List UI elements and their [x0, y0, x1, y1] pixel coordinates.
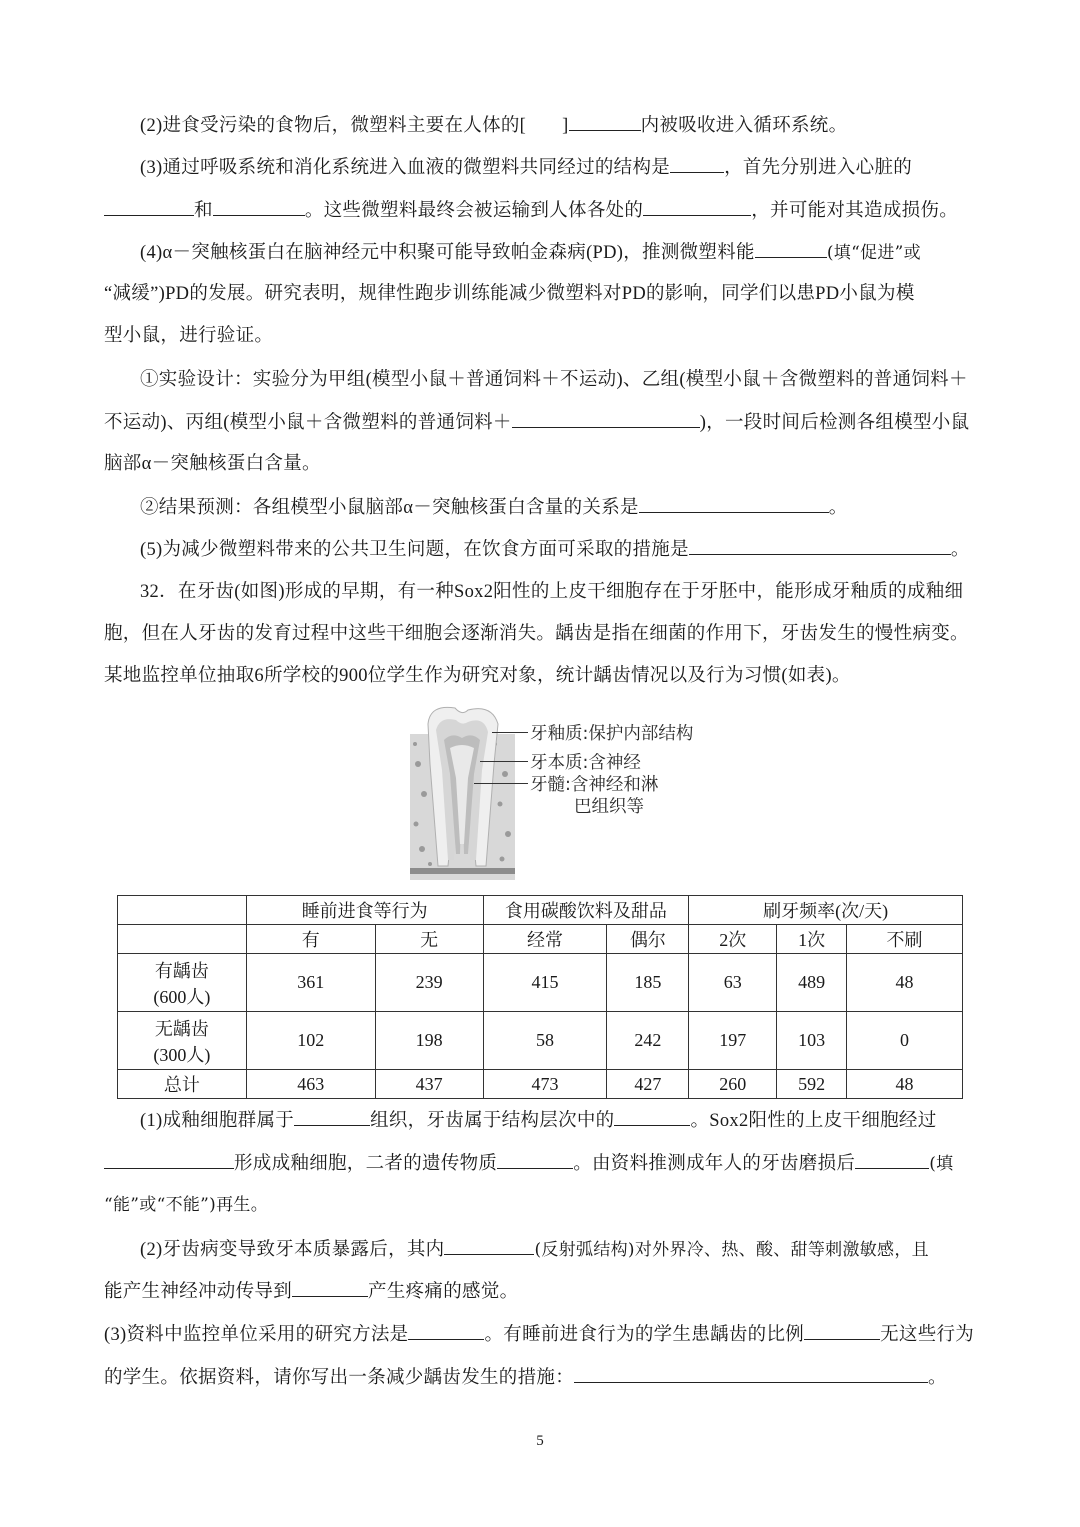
q31-part4-line2: “减缓”)PD的发展。研究表明，规律性跑步训练能减少微塑料对PD的影响，同学们以患PD小鼠为模: [104, 284, 915, 304]
q31-part4-design-line2: 不运动)、丙组(模型小鼠＋含微塑料的普通饲料＋ )，一段时间后检测各组模型小鼠: [104, 409, 978, 436]
table-cell: 58: [483, 1012, 607, 1070]
subheader: 无: [375, 925, 483, 954]
group-header: 刷牙频率(次/天): [689, 896, 963, 925]
table-group-header-row: [118, 896, 963, 925]
table-cell: 103: [777, 1012, 847, 1070]
q32-intro-line3: 某地监控单位抽取6所学校的900位学生作为研究对象，统计龋齿情况以及行为习惯(如表)。: [104, 666, 851, 686]
q32-part3-line2: 的学生。依据资料，请你写出一条减少龋齿发生的措施： 。: [104, 1364, 978, 1391]
row-label: 总计: [118, 1070, 247, 1099]
leader-line: [492, 732, 528, 733]
q31-part4-line3: 型小鼠，进行验证。: [104, 326, 274, 346]
table-cell: 473: [483, 1070, 607, 1099]
answer-blank[interactable]: [670, 154, 724, 173]
subheader: 经常: [483, 925, 607, 954]
q32-part1-line2: 形成成釉细胞，二者的遗传物质 。由资料推测成年人的牙齿磨损后 (填: [104, 1150, 978, 1177]
q32-intro-line1: 32．在牙齿(如图)形成的早期，有一种Sox2阳性的上皮干细胞存在于牙胚中，能形成牙釉质的成釉细: [140, 582, 964, 602]
q31-part4-design-line3: 脑部α－突触核蛋白含量。: [104, 454, 321, 474]
q31-part4-prediction: ②结果预测：各组模型小鼠脑部α－突触核蛋白含量的关系是 。: [140, 494, 978, 521]
answer-blank[interactable]: [408, 1321, 484, 1340]
subheader: 2次: [689, 925, 777, 954]
table-cell: 427: [607, 1070, 689, 1099]
answer-blank[interactable]: [292, 1278, 368, 1297]
table-cell: 489: [777, 954, 847, 1012]
q32-part1-line3: “能”或“不能”)再生。: [104, 1195, 268, 1215]
answer-blank[interactable]: [104, 197, 194, 216]
tooth-diagram: [410, 704, 710, 884]
answer-blank[interactable]: [639, 494, 829, 513]
table-cell: 592: [777, 1070, 847, 1099]
answer-blank[interactable]: [755, 239, 827, 258]
answer-blank[interactable]: [643, 197, 751, 216]
leader-line: [474, 783, 528, 784]
table-cell: 260: [689, 1070, 777, 1099]
q31-part2: (2)进食受污染的食物后，微塑料主要在人体的[ ] 内被吸收进入循环系统。: [140, 112, 978, 139]
table-cell: 185: [607, 954, 689, 1012]
answer-blank[interactable]: [574, 1364, 928, 1383]
table-subheader-row: [118, 925, 963, 954]
table-cell: 198: [375, 1012, 483, 1070]
table-corner-cell: [118, 896, 247, 925]
answer-blank[interactable]: [855, 1150, 929, 1169]
q32-part3-line1: (3)资料中监控单位采用的研究方法是 。有睡前进食行为的学生患龋齿的比例 无这些行为: [104, 1321, 978, 1348]
answer-blank[interactable]: [569, 112, 641, 131]
table-cell: 48: [847, 1070, 963, 1099]
answer-blank[interactable]: [614, 1107, 690, 1126]
q31-part5: (5)为减少微塑料带来的公共卫生问题，在饮食方面可采取的措施是 。: [140, 536, 978, 563]
bracket-answer-blank[interactable]: [526, 113, 562, 131]
answer-blank[interactable]: [512, 409, 700, 428]
table-cell: 361: [246, 954, 375, 1012]
table-cell: 197: [689, 1012, 777, 1070]
answer-blank[interactable]: [213, 197, 305, 216]
table-cell: 48: [847, 954, 963, 1012]
q31-part3-line2: 和 。这些微塑料最终会被运输到人体各处的 ，并可能对其造成损伤。: [104, 197, 978, 224]
label-pulp: 牙髓:含神经和淋: [530, 775, 659, 795]
subheader: 偶尔: [607, 925, 689, 954]
q31-part4-design-line1: ①实验设计：实验分为甲组(模型小鼠＋普通饲料＋不运动)、乙组(模型小鼠＋含微塑料的普通饲料＋: [140, 370, 968, 390]
q32-intro-line2: 胞，但在人牙齿的发育过程中这些干细胞会逐渐消失。龋齿是指在细菌的作用下，牙齿发生的慢性病变。: [104, 624, 969, 644]
subheader: 不刷: [847, 925, 963, 954]
q31-part3-line1: (3)通过呼吸系统和消化系统进入血液的微塑料共同经过的结构是 ，首先分别进入心脏的: [140, 154, 978, 181]
q32-part2-line1: (2)牙齿病变导致牙本质暴露后，其内 (反射弧结构)对外界冷、热、酸、甜等刺激敏感，且: [140, 1236, 978, 1263]
table-cell: 0: [847, 1012, 963, 1070]
page-number: 5: [536, 1433, 544, 1449]
answer-blank[interactable]: [804, 1321, 880, 1340]
row-label: 有龋齿 (600人): [118, 954, 247, 1012]
q32-part2-line2: 能产生神经冲动传导到 产生疼痛的感觉。: [104, 1278, 978, 1305]
caries-survey-table: [117, 895, 963, 1099]
answer-blank[interactable]: [294, 1107, 370, 1126]
answer-blank[interactable]: [497, 1150, 573, 1169]
table-row: [118, 954, 963, 1012]
answer-blank[interactable]: [104, 1150, 234, 1169]
subheader: 有: [246, 925, 375, 954]
subheader: 1次: [777, 925, 847, 954]
table-cell: 102: [246, 1012, 375, 1070]
table-row: [118, 1012, 963, 1070]
row-label: 无龋齿 (300人): [118, 1012, 247, 1070]
q32-part1-line1: (1)成釉细胞群属于 组织，牙齿属于结构层次中的 。Sox2阳性的上皮干细胞经过: [140, 1107, 978, 1134]
answer-blank[interactable]: [689, 536, 951, 555]
table-total-row: [118, 1070, 963, 1099]
table-cell: 63: [689, 954, 777, 1012]
answer-blank[interactable]: [444, 1236, 534, 1255]
group-header: 食用碳酸饮料及甜品: [483, 896, 689, 925]
table-cell: 239: [375, 954, 483, 1012]
table-cell: 415: [483, 954, 607, 1012]
tooth-cross-section-icon: [410, 704, 515, 880]
group-header: 睡前进食等行为: [246, 896, 483, 925]
table-cell: 242: [607, 1012, 689, 1070]
table-cell: 437: [375, 1070, 483, 1099]
label-pulp-cont: 巴组织等: [574, 797, 644, 817]
label-enamel: 牙釉质:保护内部结构: [530, 724, 694, 744]
leader-line: [480, 761, 528, 762]
q31-part4-line1: (4)α－突触核蛋白在脑神经元中积聚可能导致帕金森病(PD)，推测微塑料能 (填“促进”或: [140, 239, 978, 266]
label-dentin: 牙本质:含神经: [530, 753, 641, 773]
table-cell: 463: [246, 1070, 375, 1099]
